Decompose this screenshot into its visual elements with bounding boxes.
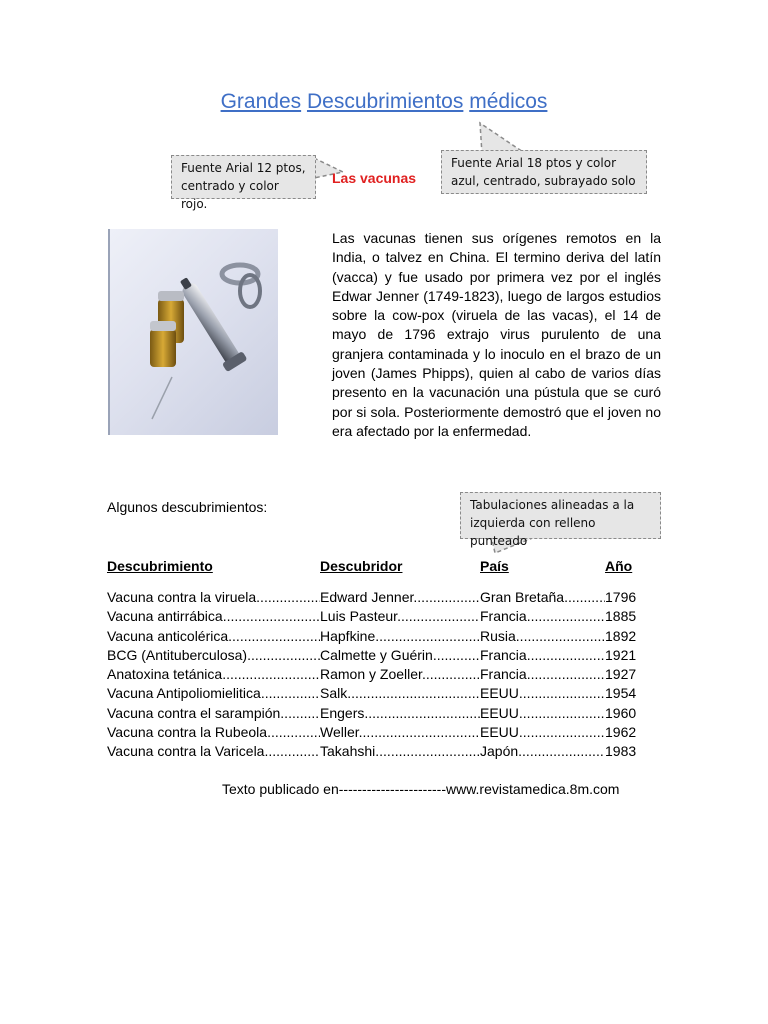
country-cell: EEUU — [480, 704, 519, 721]
discovery-cell: BCG (Antituberculosa) — [107, 646, 248, 663]
year-cell: 1892 — [605, 627, 637, 644]
discovery-cell: Vacuna contra la viruela — [107, 589, 257, 605]
discovery-cell: Vacuna Antipoliomielitica — [107, 685, 261, 702]
country-cell: EEUU — [480, 724, 519, 741]
discoverer-cell: Edward Jenner — [320, 589, 414, 605]
body-paragraph: Las vacunas tienen sus orígenes remotos en la India, o talvez en China. El termino deriva del latín (vacca) y fue usado por primera vez por el inglés Edwar Jenner (1749-1823), luego de largos estudios sobre la cow-pox (viruela de las vacas), el 14 de mayo de 1796 extrajo virus purulento de una granjera contaminada y lo inoculo en el brazo de un joven (James Phipps), quien al cabo de varios días presento en la vacunación una pústula que se curó por si sola. Posteriormente demostró que el joven no era afectado por la enfermedad. — [332, 230, 661, 439]
country-cell: Rusia — [480, 627, 516, 644]
discovery-cell: Vacuna contra el sarampión — [107, 704, 281, 721]
discoverer-cell: Engers — [320, 704, 365, 721]
year-cell: 1921 — [605, 646, 637, 663]
discovery-cell: Anatoxina tetánica — [107, 666, 223, 683]
header-descubridor: Descubridor — [320, 558, 403, 574]
source-footer: Texto publicado en-----------------------www.revistamedica.8m.com — [222, 781, 620, 797]
header-descubrimiento: Descubrimiento — [107, 558, 213, 574]
title-word-descubrimientos: Descubrimientos — [306, 90, 464, 113]
header-anio: Año — [605, 558, 633, 574]
year-cell: 1983 — [605, 743, 637, 760]
country-cell: Francia — [480, 608, 527, 625]
discoverer-cell: Weller — [320, 724, 359, 741]
callout-tabs-format: Tabulaciones alineadas a la izquierda con relleno punteado — [460, 492, 661, 539]
title-word-grandes: Grandes — [220, 90, 302, 113]
country-cell: Francia — [480, 646, 527, 663]
country-cell: Francia — [480, 666, 527, 683]
header-pais: País — [480, 558, 509, 574]
year-cell: 1885 — [605, 608, 637, 625]
country-cell: EEUU — [480, 685, 519, 702]
page-title — [0, 90, 768, 114]
list-intro: Algunos descubrimientos: — [107, 499, 268, 515]
year-cell: 1954 — [605, 685, 637, 702]
discoverer-cell: Calmette y Guérin — [320, 646, 433, 663]
discovery-cell: Vacuna anticolérica — [107, 627, 229, 644]
year-cell: 1960 — [605, 704, 637, 721]
callout-subtitle-format: Fuente Arial 12 ptos, centrado y color rojo. — [171, 155, 316, 199]
discoverer-cell: Luis Pasteur — [320, 608, 398, 625]
country-cell: Gran Bretaña — [480, 589, 565, 605]
discoverer-cell: Salk — [320, 685, 348, 702]
discovery-cell: Vacuna contra la Varicela — [107, 743, 265, 760]
country-cell: Japón — [480, 743, 519, 760]
year-cell: 1962 — [605, 724, 637, 741]
discoverer-cell: Ramon y Zoeller — [320, 666, 422, 683]
callout-title-format: Fuente Arial 18 ptos y color azul, centrado, subrayado solo — [441, 150, 647, 194]
discovery-cell: Vacuna antirrábica — [107, 608, 223, 625]
discovery-cell: Vacuna contra la Rubeola — [107, 724, 268, 741]
title-word-medicos: médicos — [469, 90, 548, 113]
year-cell: 1796 — [605, 589, 637, 605]
discoverer-cell: Hapfkine — [320, 627, 376, 644]
vaccine-syringe-image — [108, 229, 278, 435]
discoverer-cell: Takahshi — [320, 743, 376, 760]
subtitle: Las vacunas — [332, 170, 417, 186]
year-cell: 1927 — [605, 666, 637, 683]
